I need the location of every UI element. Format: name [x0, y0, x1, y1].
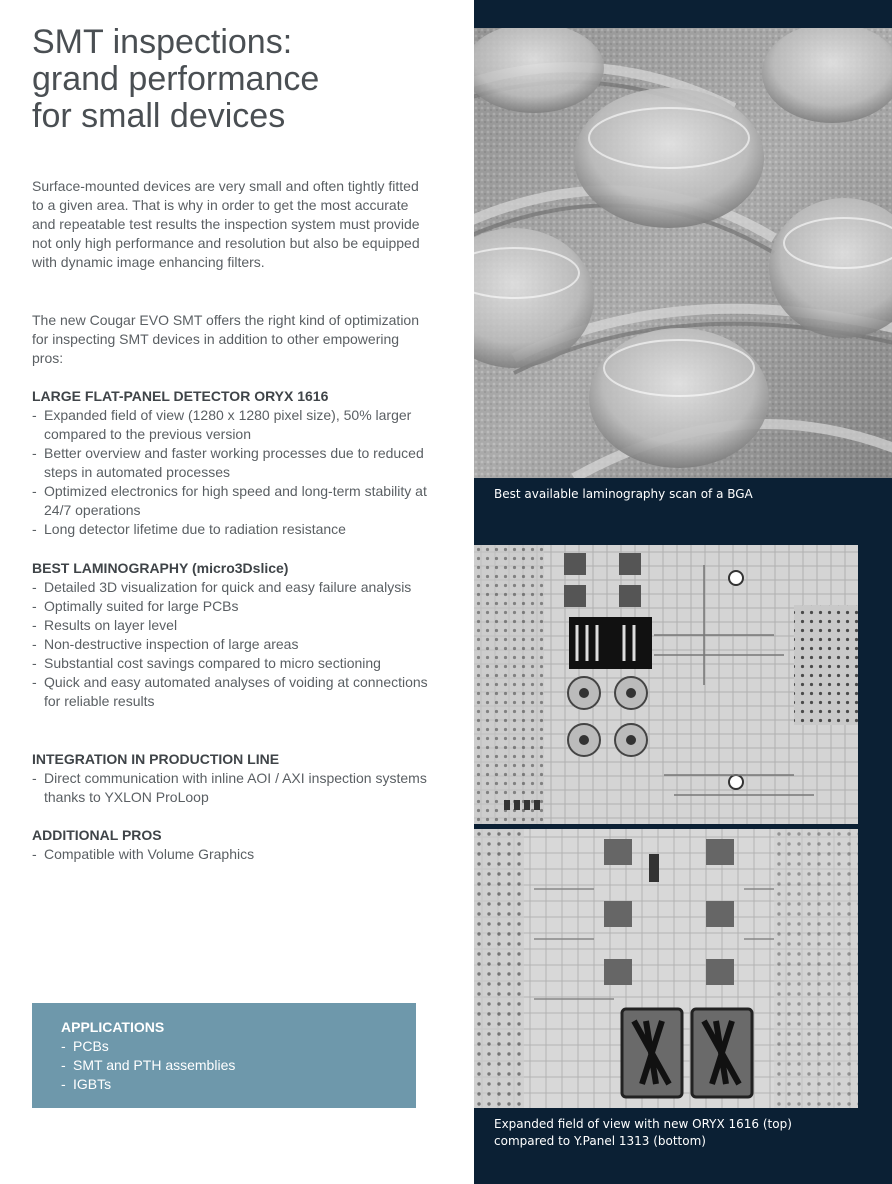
list-item: - Direct communication with inline AOI / AXI inspection systems thanks to YXLON ProLoop: [32, 769, 432, 807]
application-item: - PCBs: [61, 1037, 235, 1056]
list-item: - Detailed 3D visualization for quick and easy failure analysis: [32, 578, 432, 597]
list-item: - Expanded field of view (1280 x 1280 pixel size), 50% larger compared to the previous version: [32, 406, 432, 444]
section-detector: [32, 387, 432, 539]
list-item: - Optimally suited for large PCBs: [32, 597, 432, 616]
list-item: - Substantial cost savings compared to micro sectioning: [32, 654, 432, 673]
applications-heading: APPLICATIONS: [61, 1019, 165, 1035]
list-item: - Optimized electronics for high speed and long-term stability at 24/7 operations: [32, 482, 432, 520]
comparison-caption: Expanded field of view with new ORYX 1616 (top) compared to Y.Panel 1313 (bottom): [494, 1117, 792, 1148]
list-item: - Results on layer level: [32, 616, 432, 635]
title-line-1: SMT inspections:: [32, 23, 293, 61]
section-heading: LARGE FLAT-PANEL DETECTOR ORYX 1616: [32, 388, 329, 404]
applications-box: [32, 1003, 416, 1108]
section-additional: [32, 826, 432, 864]
title-line-2: grand performance: [32, 60, 320, 98]
list-item: - Compatible with Volume Graphics: [32, 845, 432, 864]
intro-paragraph: Surface-mounted devices are very small and often tightly fitted to a given area. That is why in order to get the most accurate and repeatable test results the inspection system must provide not only high performance and resolution but also be equipped with dynamic image enhancing filters.: [32, 178, 420, 270]
section-laminography: [32, 559, 432, 711]
title-line-3: for small devices: [32, 97, 286, 135]
application-item: - IGBTs: [61, 1075, 235, 1094]
pcb-xray-top-image: [474, 545, 858, 824]
list-item: - Non-destructive inspection of large areas: [32, 635, 432, 654]
section-heading: INTEGRATION IN PRODUCTION LINE: [32, 751, 280, 767]
bga-caption: Best available laminography scan of a BGA: [494, 487, 753, 501]
section-heading: BEST LAMINOGRAPHY (micro3Dslice): [32, 560, 289, 576]
section-heading: ADDITIONAL PROS: [32, 827, 162, 843]
application-item: - SMT and PTH assemblies: [61, 1056, 235, 1075]
pcb-xray-bottom-image: [474, 829, 858, 1108]
list-item: - Better overview and faster working processes due to reduced steps in automated processes: [32, 444, 432, 482]
list-item: - Long detector lifetime due to radiation resistance: [32, 520, 432, 539]
section-integration: [32, 750, 432, 807]
bga-scan-image: [474, 28, 892, 478]
list-item: - Quick and easy automated analyses of voiding at connections for reliable results: [32, 673, 432, 711]
intro-paragraph-2: The new Cougar EVO SMT offers the right kind of optimization for inspecting SMT devices in addition to other empowering pros:: [32, 312, 420, 366]
page-title: [32, 24, 452, 135]
